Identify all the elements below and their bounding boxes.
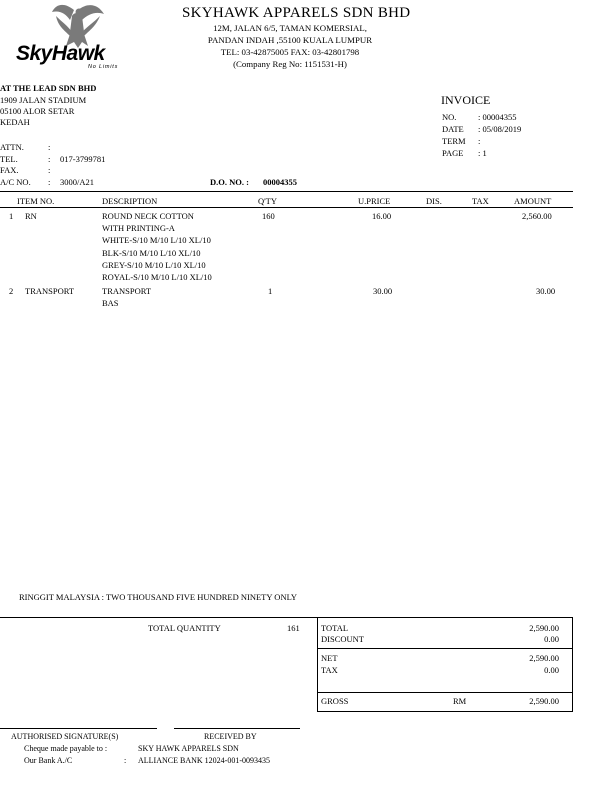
total-label: TOTAL xyxy=(321,623,349,633)
row-description-line: WHITE-S/10 M/10 L/10 XL/10 xyxy=(102,235,211,245)
row-description-line: BAS xyxy=(102,298,119,308)
tel-colon: : xyxy=(48,154,51,164)
row-uprice: 30.00 xyxy=(373,286,393,296)
received-by-label: RECEIVED BY xyxy=(204,732,257,741)
row-amount: 2,560.00 xyxy=(522,211,552,221)
row-description-line: TRANSPORT xyxy=(102,286,152,296)
discount-label: DISCOUNT xyxy=(321,634,364,644)
invoice-page-value: : 1 xyxy=(478,148,487,158)
summary-box-right xyxy=(572,617,573,711)
gross-label: GROSS xyxy=(321,696,349,706)
summary-mid-rule xyxy=(317,648,572,649)
row-index: 2 xyxy=(9,286,14,296)
row-item-code: TRANSPORT xyxy=(25,286,75,296)
th-dis: DIS. xyxy=(426,196,442,206)
total-quantity-label: TOTAL QUANTITY xyxy=(148,623,221,633)
customer-address-line3: KEDAH xyxy=(0,117,30,127)
attn-label: ATTN. xyxy=(0,142,24,152)
bank-account-label: Our Bank A./C xyxy=(24,756,73,765)
company-logo xyxy=(12,2,134,74)
row-description-line: GREY-S/10 M/10 L/10 XL/10 xyxy=(102,260,206,270)
row-amount: 30.00 xyxy=(536,286,556,296)
invoice-date-label: DATE xyxy=(442,124,464,134)
customer-name: AT THE LEAD SDN BHD xyxy=(0,83,97,93)
company-address-line1: 12M, JALAN 6/5, TAMAN KOMERSIAL, xyxy=(213,23,367,33)
invoice-no-row xyxy=(442,112,517,122)
row-index: 1 xyxy=(9,211,14,221)
gross-value: 2,590.00 xyxy=(529,696,559,706)
invoice-no-label: NO. xyxy=(442,112,457,122)
invoice-date-value: : 05/08/2019 xyxy=(478,124,522,134)
table-header-top-rule xyxy=(0,191,573,192)
summary-box-left xyxy=(317,617,318,711)
invoice-term-value: : xyxy=(478,136,481,146)
invoice-term-label: TERM xyxy=(442,136,466,146)
invoice-no-value: : 00004355 xyxy=(478,112,517,122)
table-header-bottom-rule xyxy=(0,207,573,208)
th-description: DESCRIPTION xyxy=(102,196,158,206)
bank-account-colon: : xyxy=(124,756,127,765)
tax-label: TAX xyxy=(321,665,338,675)
row-item-code: RN xyxy=(25,211,37,221)
summary-bottom-rule xyxy=(317,711,573,712)
cheque-payable-value: SKY HAWK APPARELS SDN xyxy=(138,744,239,753)
fax-label: FAX. xyxy=(0,165,19,175)
company-name: SKYHAWK APPARELS SDN BHD xyxy=(182,5,411,21)
total-value: 2,590.00 xyxy=(529,623,559,633)
th-qty: Q'TY xyxy=(258,196,278,206)
tax-value: 0.00 xyxy=(544,665,559,675)
attn-colon: : xyxy=(48,142,51,152)
bank-account-value: ALLIANCE BANK 12024-001-0093435 xyxy=(138,756,270,765)
net-value: 2,590.00 xyxy=(529,653,559,663)
company-reg-no: (Company Reg No: 1151531-H) xyxy=(233,59,347,69)
invoice-page-label: PAGE xyxy=(442,148,464,158)
discount-value: 0.00 xyxy=(544,634,559,644)
invoice-title: INVOICE xyxy=(441,93,491,107)
th-amount: AMOUNT xyxy=(514,196,552,206)
logo-text: SkyHawk xyxy=(16,42,105,65)
do-no-label: D.O. NO. : xyxy=(210,177,249,187)
customer-address-line2: 05100 ALOR SETAR xyxy=(0,106,75,116)
tel-value: 017-3799781 xyxy=(60,154,106,164)
total-quantity-value: 161 xyxy=(287,623,300,633)
invoice-page-row xyxy=(442,148,487,158)
net-label: NET xyxy=(321,653,338,663)
summary-top-rule xyxy=(0,617,573,618)
ac-no-colon: : xyxy=(48,177,51,187)
row-uprice: 16.00 xyxy=(372,211,392,221)
gross-currency: RM xyxy=(453,696,467,706)
tel-label: TEL. xyxy=(0,154,18,164)
row-description-line: ROYAL-S/10 M/10 L/10 XL/10 xyxy=(102,272,212,282)
row-qty: 160 xyxy=(262,211,275,221)
invoice-date-row xyxy=(442,124,521,134)
cheque-payable-label: Cheque made payable to : xyxy=(24,744,108,753)
row-description-line: ROUND NECK COTTON xyxy=(102,211,194,221)
th-tax: TAX xyxy=(472,196,489,206)
th-item-no: ITEM NO. xyxy=(17,196,55,206)
signature-line xyxy=(0,728,157,729)
fax-colon: : xyxy=(48,165,51,175)
company-address-line3: TEL: 03-42875005 FAX: 03-42801798 xyxy=(220,47,360,57)
received-by-line xyxy=(174,728,300,729)
summary-gross-rule xyxy=(317,692,572,693)
company-address-line2: PANDAN INDAH ,55100 KUALA LUMPUR xyxy=(207,35,373,45)
logo-tagline: No Limits xyxy=(88,64,119,70)
do-no-value: 00004355 xyxy=(263,177,297,187)
authorised-signature-label: AUTHORISED SIGNATURE(S) xyxy=(11,732,119,741)
row-description-line: WITH PRINTING-A xyxy=(102,223,175,233)
invoice-term-row xyxy=(442,136,480,146)
ac-no-value: 3000/A21 xyxy=(60,177,94,187)
th-uprice: U.PRICE xyxy=(358,196,391,206)
ac-no-label: A/C NO. xyxy=(0,177,31,187)
row-description-line: BLK-S/10 M/10 L/10 XL/10 xyxy=(102,248,201,258)
amount-in-words: RINGGIT MALAYSIA : TWO THOUSAND FIVE HUNDRED NINETY ONLY xyxy=(19,592,298,602)
row-qty: 1 xyxy=(268,286,273,296)
customer-address-line1: 1909 JALAN STADIUM xyxy=(0,95,87,105)
